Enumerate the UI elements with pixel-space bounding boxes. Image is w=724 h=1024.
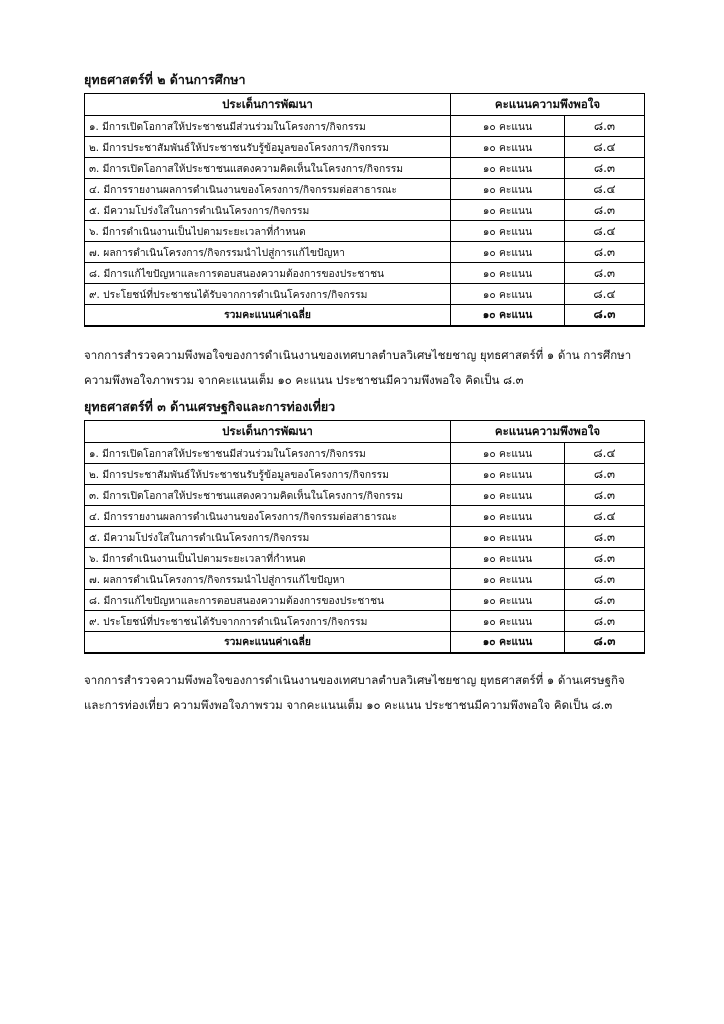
header-score: คะแนนความพึงพอใจ bbox=[451, 94, 645, 116]
row-full-score: ๑๐ คะแนน bbox=[451, 506, 565, 527]
row-full-score: ๑๐ คะแนน bbox=[451, 137, 565, 158]
row-score: ๘.๓ bbox=[565, 485, 645, 506]
section-3-score-table bbox=[84, 420, 645, 654]
row-full-score: ๑๐ คะแนน bbox=[451, 242, 565, 263]
total-full-score: ๑๐ คะแนน bbox=[451, 632, 565, 653]
row-item: ๕. มีความโปร่งใสในการดำเนินโครงการ/กิจกรรม bbox=[85, 527, 451, 548]
row-score: ๘.๔ bbox=[565, 506, 645, 527]
table-row bbox=[85, 284, 645, 305]
table-row bbox=[85, 443, 645, 464]
row-score: ๘.๓ bbox=[565, 200, 645, 221]
row-full-score: ๑๐ คะแนน bbox=[451, 590, 565, 611]
table-row bbox=[85, 242, 645, 263]
row-item: ๔. มีการรายงานผลการดำเนินงานของโครงการ/กิจกรรมต่อสาธารณะ bbox=[85, 179, 451, 200]
row-score: ๘.๔ bbox=[565, 221, 645, 242]
table-row bbox=[85, 485, 645, 506]
table-row bbox=[85, 158, 645, 179]
row-item: ๒. มีการประชาสัมพันธ์ให้ประชาชนรับรู้ข้อมูลของโครงการ/กิจกรรม bbox=[85, 137, 451, 158]
row-item: ๔. มีการรายงานผลการดำเนินงานของโครงการ/กิจกรรมต่อสาธารณะ bbox=[85, 506, 451, 527]
row-score: ๘.๓ bbox=[565, 116, 645, 137]
header-issue: ประเด็นการพัฒนา bbox=[85, 421, 451, 443]
total-score: ๘.๓ bbox=[565, 632, 645, 653]
table-row bbox=[85, 137, 645, 158]
row-full-score: ๑๐ คะแนน bbox=[451, 464, 565, 485]
summary-line: จากการสำรวจความพึงพอใจของการดำเนินงานของเทศบาลตำบลวิเศษไชยชาญ ยุทธศาสตร์ที่ ๑ ด้านเศรษฐกิจ bbox=[84, 673, 625, 687]
row-item: ๘. มีการแก้ไขปัญหาและการตอบสนองความต้องการของประชาชน bbox=[85, 263, 451, 284]
table-header-row bbox=[85, 421, 645, 443]
total-label: รวมคะแนนค่าเฉลี่ย bbox=[85, 632, 451, 653]
section-3-heading: ยุทธศาสตร์ที่ ๓ ด้านเศรษฐกิจและการท่องเที่ยว bbox=[84, 399, 336, 414]
row-full-score: ๑๐ คะแนน bbox=[451, 443, 565, 464]
row-item: ๙. ประโยชน์ที่ประชาชนได้รับจากการดำเนินโครงการ/กิจกรรม bbox=[85, 284, 451, 305]
row-item: ๑. มีการเปิดโอกาสให้ประชาชนมีส่วนร่วมในโครงการ/กิจกรรม bbox=[85, 443, 451, 464]
table-row bbox=[85, 527, 645, 548]
table-row bbox=[85, 200, 645, 221]
row-full-score: ๑๐ คะแนน bbox=[451, 179, 565, 200]
row-score: ๘.๔ bbox=[565, 179, 645, 200]
header-issue: ประเด็นการพัฒนา bbox=[85, 94, 451, 116]
row-score: ๘.๔ bbox=[565, 137, 645, 158]
row-full-score: ๑๐ คะแนน bbox=[451, 200, 565, 221]
row-item: ๖. มีการดำเนินงานเป็นไปตามระยะเวลาที่กำหนด bbox=[85, 548, 451, 569]
summary-line: ความพึงพอใจภาพรวม จากคะแนนเต็ม ๑๐ คะแนน ประชาชนมีความพึงพอใจ คิดเป็น ๘.๓ bbox=[84, 373, 524, 387]
row-score: ๘.๓ bbox=[565, 548, 645, 569]
row-full-score: ๑๐ คะแนน bbox=[451, 485, 565, 506]
row-score: ๘.๓ bbox=[565, 464, 645, 485]
summary-line: จากการสำรวจความพึงพอใจของการดำเนินงานของเทศบาลตำบลวิเศษไชยชาญ ยุทธศาสตร์ที่ ๑ ด้าน การศึกษา bbox=[84, 348, 632, 362]
row-full-score: ๑๐ คะแนน bbox=[451, 548, 565, 569]
row-score: ๘.๓ bbox=[565, 242, 645, 263]
row-item: ๘. มีการแก้ไขปัญหาและการตอบสนองความต้องการของประชาชน bbox=[85, 590, 451, 611]
row-score: ๘.๔ bbox=[565, 284, 645, 305]
row-item: ๓. มีการเปิดโอกาสให้ประชาชนแสดงความคิดเห็นในโครงการ/กิจกรรม bbox=[85, 485, 451, 506]
table-row bbox=[85, 548, 645, 569]
table-row bbox=[85, 569, 645, 590]
row-score: ๘.๓ bbox=[565, 263, 645, 284]
table-header-row bbox=[85, 94, 645, 116]
table-total-row bbox=[85, 632, 645, 653]
section-2-heading: ยุทธศาสตร์ที่ ๒ ด้านการศึกษา bbox=[84, 72, 246, 87]
row-item: ๑. มีการเปิดโอกาสให้ประชาชนมีส่วนร่วมในโครงการ/กิจกรรม bbox=[85, 116, 451, 137]
row-full-score: ๑๐ คะแนน bbox=[451, 527, 565, 548]
section-2-score-table bbox=[84, 93, 645, 327]
row-full-score: ๑๐ คะแนน bbox=[451, 284, 565, 305]
table-row bbox=[85, 179, 645, 200]
table-row bbox=[85, 590, 645, 611]
table-row bbox=[85, 611, 645, 632]
row-score: ๘.๓ bbox=[565, 569, 645, 590]
row-item: ๗. ผลการดำเนินโครงการ/กิจกรรมนำไปสู่การแก้ไขปัญหา bbox=[85, 242, 451, 263]
row-full-score: ๑๐ คะแนน bbox=[451, 569, 565, 590]
table-row bbox=[85, 263, 645, 284]
row-score: ๘.๓ bbox=[565, 590, 645, 611]
row-item: ๖. มีการดำเนินงานเป็นไปตามระยะเวลาที่กำหนด bbox=[85, 221, 451, 242]
total-full-score: ๑๐ คะแนน bbox=[451, 305, 565, 326]
row-item: ๕. มีความโปร่งใสในการดำเนินโครงการ/กิจกรรม bbox=[85, 200, 451, 221]
row-score: ๘.๔ bbox=[565, 443, 645, 464]
row-full-score: ๑๐ คะแนน bbox=[451, 611, 565, 632]
table-row bbox=[85, 464, 645, 485]
row-full-score: ๑๐ คะแนน bbox=[451, 158, 565, 179]
total-score: ๘.๓ bbox=[565, 305, 645, 326]
table-total-row bbox=[85, 305, 645, 326]
section-2-summary bbox=[84, 343, 684, 393]
row-score: ๘.๓ bbox=[565, 527, 645, 548]
row-full-score: ๑๐ คะแนน bbox=[451, 116, 565, 137]
row-score: ๘.๓ bbox=[565, 158, 645, 179]
table-row bbox=[85, 116, 645, 137]
row-item: ๗. ผลการดำเนินโครงการ/กิจกรรมนำไปสู่การแก้ไขปัญหา bbox=[85, 569, 451, 590]
row-full-score: ๑๐ คะแนน bbox=[451, 263, 565, 284]
row-score: ๘.๓ bbox=[565, 611, 645, 632]
row-item: ๓. มีการเปิดโอกาสให้ประชาชนแสดงความคิดเห็นในโครงการ/กิจกรรม bbox=[85, 158, 451, 179]
table-row bbox=[85, 221, 645, 242]
summary-line: และการท่องเที่ยว ความพึงพอใจภาพรวม จากคะแนนเต็ม ๑๐ คะแนน ประชาชนมีความพึงพอใจ คิดเป็น ๘.๓ bbox=[84, 698, 613, 712]
header-score: คะแนนความพึงพอใจ bbox=[451, 421, 645, 443]
section-3-summary bbox=[84, 668, 684, 718]
row-item: ๒. มีการประชาสัมพันธ์ให้ประชาชนรับรู้ข้อมูลของโครงการ/กิจกรรม bbox=[85, 464, 451, 485]
table-row bbox=[85, 506, 645, 527]
row-item: ๙. ประโยชน์ที่ประชาชนได้รับจากการดำเนินโครงการ/กิจกรรม bbox=[85, 611, 451, 632]
total-label: รวมคะแนนค่าเฉลี่ย bbox=[85, 305, 451, 326]
row-full-score: ๑๐ คะแนน bbox=[451, 221, 565, 242]
